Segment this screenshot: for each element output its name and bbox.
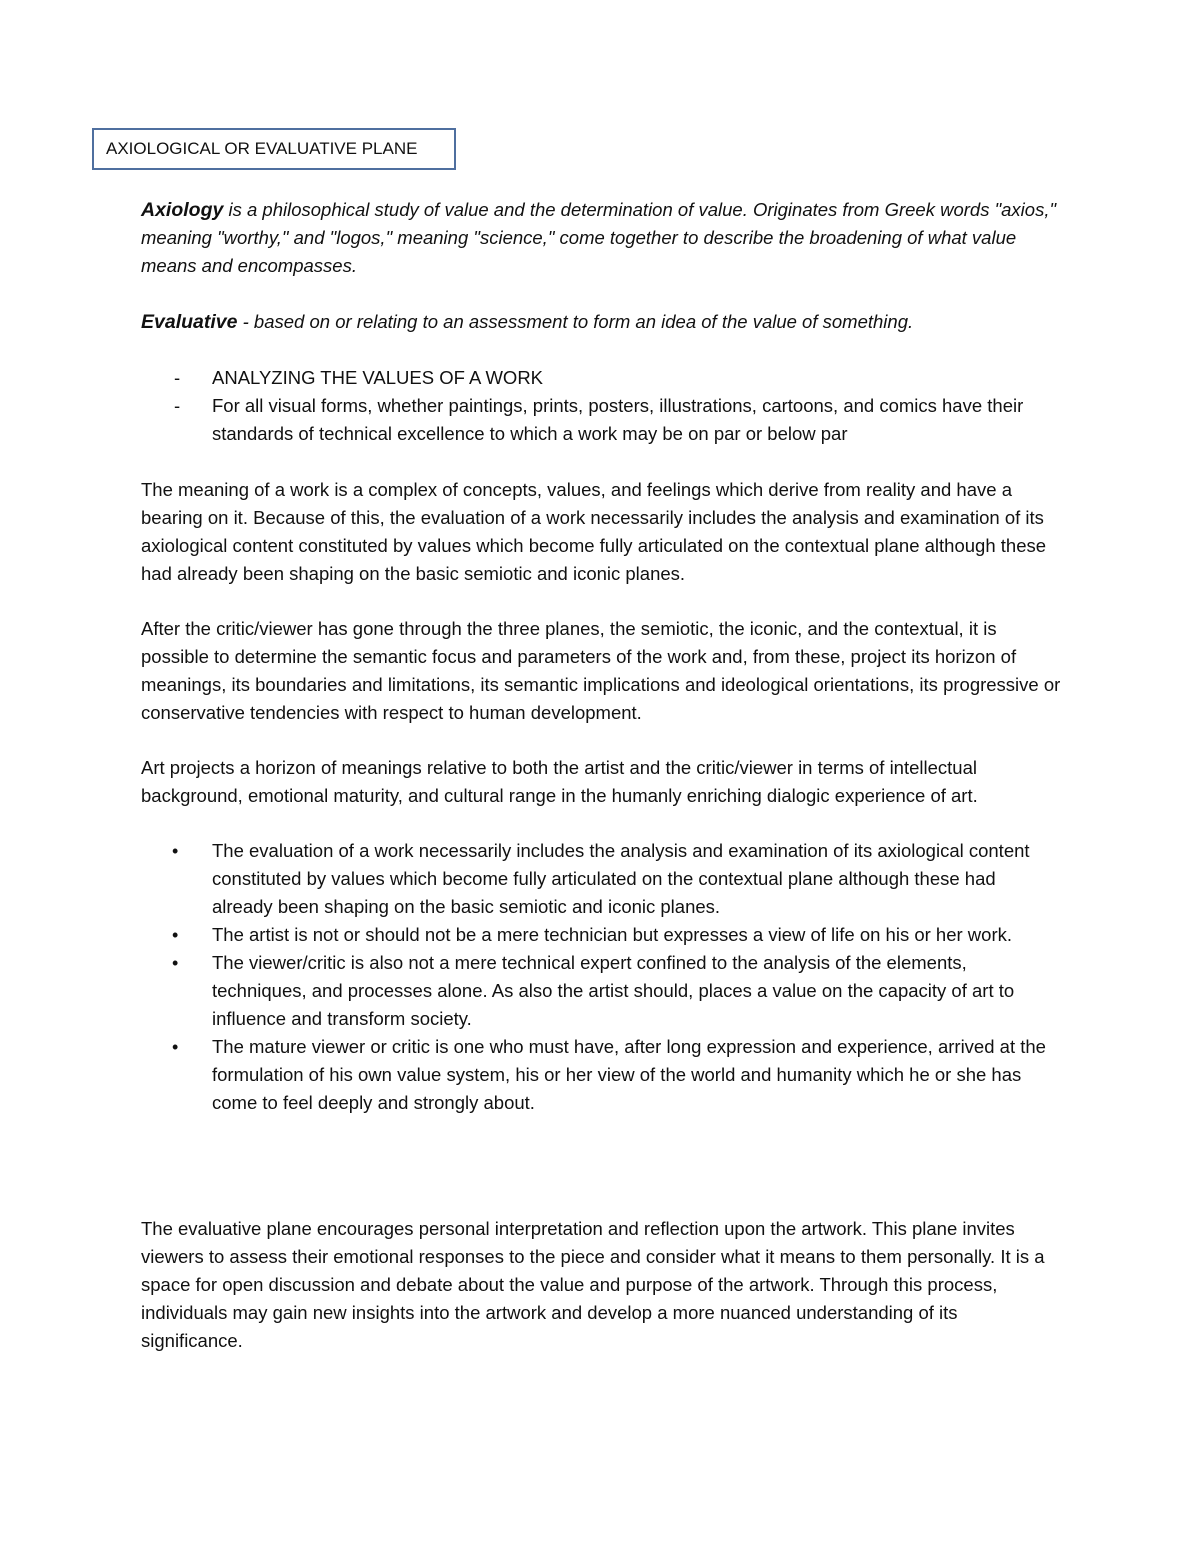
dash-list	[141, 364, 1061, 448]
paragraph-critic-viewer: After the critic/viewer has gone through the three planes, the semiotic, the iconic, and the contextual, it is possible to determine the semantic focus and parameters of the work and, from these, project its horizon of meanings, its boundaries and limitations, its semantic implications and ideological orientations, its progressive or conservative tendencies with respect to human development.	[141, 618, 1061, 723]
bullet-item-text: The evaluation of a work necessarily includes the analysis and examination of its axiological content constituted by values which become fully articulated on the contextual plane although these had already been shaping on the basic semiotic and iconic planes.	[212, 840, 1030, 917]
heading-box	[92, 128, 456, 170]
evaluative-definition	[141, 308, 1061, 336]
axiology-text: is a philosophical study of value and the determination of value. Originates from Greek words "axios," meaning "worthy," and "logos," meaning "science," come together to describe the broadening of what value means and encompasses.	[141, 199, 1057, 276]
axiology-term: Axiology	[141, 199, 224, 221]
paragraph-meaning: The meaning of a work is a complex of concepts, values, and feelings which derive from reality and have a bearing on it. Because of this, the evaluation of a work necessarily includes the analysis and examination of its axiological content constituted by values which become fully articulated on the contextual plane although these had already been shaping on the basic semiotic and iconic planes.	[141, 479, 1047, 584]
dash-item-text: For all visual forms, whether paintings, prints, posters, illustrations, cartoons, and comics have their standards of technical excellence to which a work may be on par or below par	[212, 395, 1024, 444]
bullet-list	[141, 837, 1061, 1117]
bullet-list-item	[141, 837, 1061, 921]
dash-item-text: ANALYZING THE VALUES OF A WORK	[212, 367, 544, 388]
axiology-definition	[141, 196, 1061, 280]
bullet-item-text: The viewer/critic is also not a mere technical expert confined to the analysis of the elements, techniques, and processes alone. As also the artist should, places a value on the capacity of art to influence and transform society.	[212, 952, 1015, 1029]
evaluative-text: - based on or relating to an assessment to form an idea of the value of something.	[237, 311, 914, 332]
bullet-item-text: The mature viewer or critic is one who must have, after long expression and experience, arrived at the formulation of his own value system, his or her view of the world and humanity which he or she has come to feel deeply and strongly about.	[212, 1036, 1046, 1113]
dash-list-item	[141, 364, 1061, 392]
dash-marker: -	[174, 367, 181, 388]
bullet-list-item	[141, 1033, 1061, 1117]
heading-text: AXIOLOGICAL OR EVALUATIVE PLANE	[106, 139, 418, 158]
bullet-marker: •	[172, 953, 179, 973]
bullet-list-item	[141, 949, 1061, 1033]
paragraph-closing: The evaluative plane encourages personal interpretation and reflection upon the artwork. This plane invites viewers to assess their emotional responses to the piece and consider what it means to them personally. It is a space for open discussion and debate about the value and purpose of the artwork. Through this process, individuals may gain new insights into the artwork and develop a more nuanced understanding of its significance.	[141, 1218, 1045, 1351]
bullet-list-item	[141, 921, 1061, 949]
bullet-marker: •	[172, 841, 179, 861]
evaluative-term: Evaluative	[141, 311, 238, 333]
bullet-item-text: The artist is not or should not be a mere technician but expresses a view of life on his or her work.	[212, 924, 1013, 945]
paragraph-horizon: Art projects a horizon of meanings relative to both the artist and the critic/viewer in terms of intellectual background, emotional maturity, and cultural range in the humanly enriching dialogic experience of art.	[141, 757, 978, 806]
dash-marker: -	[174, 395, 181, 416]
bullet-marker: •	[172, 1037, 179, 1057]
bullet-marker: •	[172, 925, 179, 945]
dash-list-item	[141, 392, 1061, 448]
